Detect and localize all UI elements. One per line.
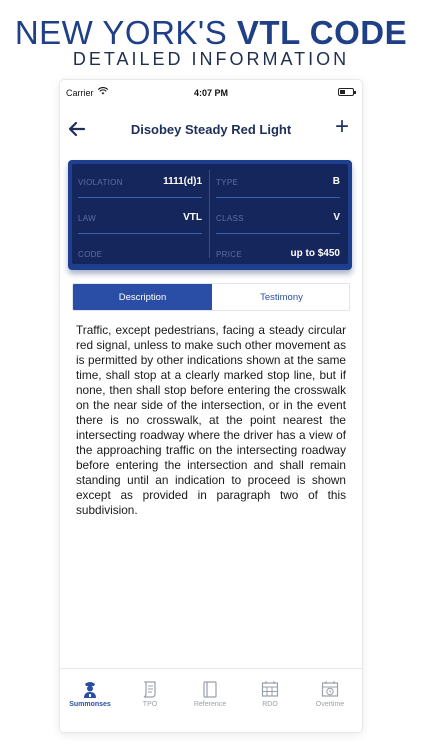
promo-subtitle: DETAILED INFORMATION — [72, 49, 350, 69]
law-label: LAW — [78, 214, 96, 223]
info-row-price — [216, 242, 340, 270]
tab-description[interactable]: Description — [73, 284, 212, 311]
promo-title-regular: NEW YORK'S — [14, 14, 237, 51]
violation-label: VIOLATION — [78, 178, 123, 187]
info-row-class — [216, 206, 340, 234]
promo-title-bold: VTL CODE — [236, 14, 408, 51]
price-label: PRICE — [216, 250, 242, 259]
battery-icon — [338, 88, 354, 96]
info-row-law — [78, 206, 202, 234]
violation-info-panel — [72, 164, 348, 264]
tabbar-label-overtime: Overtime — [315, 701, 345, 708]
book-icon — [200, 679, 220, 699]
tabbar-label-reference: Reference — [193, 701, 227, 708]
tab-testimony[interactable]: Testimony — [212, 284, 350, 311]
calendar-clock-icon — [320, 679, 340, 699]
battery-level — [340, 90, 345, 94]
tabbar-item-overtime[interactable] — [300, 675, 360, 725]
violation-info-card — [68, 160, 352, 270]
phone-screen — [60, 80, 362, 732]
code-label: CODE — [78, 250, 103, 259]
scroll-icon — [140, 679, 160, 699]
tabbar-item-summonses[interactable] — [60, 675, 120, 725]
tabbar-label-summonses: Summonses — [69, 701, 111, 708]
status-bar — [60, 80, 362, 104]
nav-bar — [60, 112, 362, 148]
description-text: Traffic, except pedestrians, facing a steady circular red signal, unless to make such other movement as is permitted by other indications shown at the same time, shall stop at a clearly marked stop line, but if none, then shall stop before entering the crosswalk on the near side of the intersection, or in the event there is no crosswalk, at the point nearest the intersecting roadway where the driver has a view of the approaching traffic on the intersecting roadway before entering the intersection and shall remain standing until an indication to proceed is shown except as provided in paragraph two of this subdivision. — [76, 323, 346, 517]
calendar-icon — [260, 679, 280, 699]
tabbar-item-rdo[interactable] — [240, 675, 300, 725]
status-time: 4:07 PM — [193, 88, 228, 98]
tabbar-label-rdo: RDO — [262, 701, 278, 708]
promo-title — [0, 14, 422, 52]
page-title: Disobey Steady Red Light — [130, 122, 292, 137]
tabbar-item-tpo[interactable] — [120, 675, 180, 725]
type-value: B — [332, 176, 340, 187]
info-row-violation — [78, 170, 202, 198]
bottom-tab-bar — [60, 668, 362, 732]
info-column-right — [210, 164, 348, 264]
officer-icon — [80, 679, 100, 699]
segmented-tabs — [72, 283, 350, 311]
violation-value: 1111(d)1 — [163, 176, 202, 187]
add-icon[interactable]: + — [334, 113, 349, 140]
carrier-label: Carrier — [66, 88, 94, 98]
class-value: V — [333, 212, 340, 223]
tabbar-label-tpo: TPO — [142, 701, 158, 708]
info-column-left — [72, 164, 210, 264]
price-value: up to $450 — [290, 248, 340, 259]
tabbar-item-reference[interactable] — [180, 675, 240, 725]
law-value: VTL — [183, 212, 202, 223]
class-label: CLASS — [216, 214, 244, 223]
type-label: TYPE — [216, 178, 239, 187]
info-row-type — [216, 170, 340, 198]
info-row-code — [78, 242, 202, 270]
